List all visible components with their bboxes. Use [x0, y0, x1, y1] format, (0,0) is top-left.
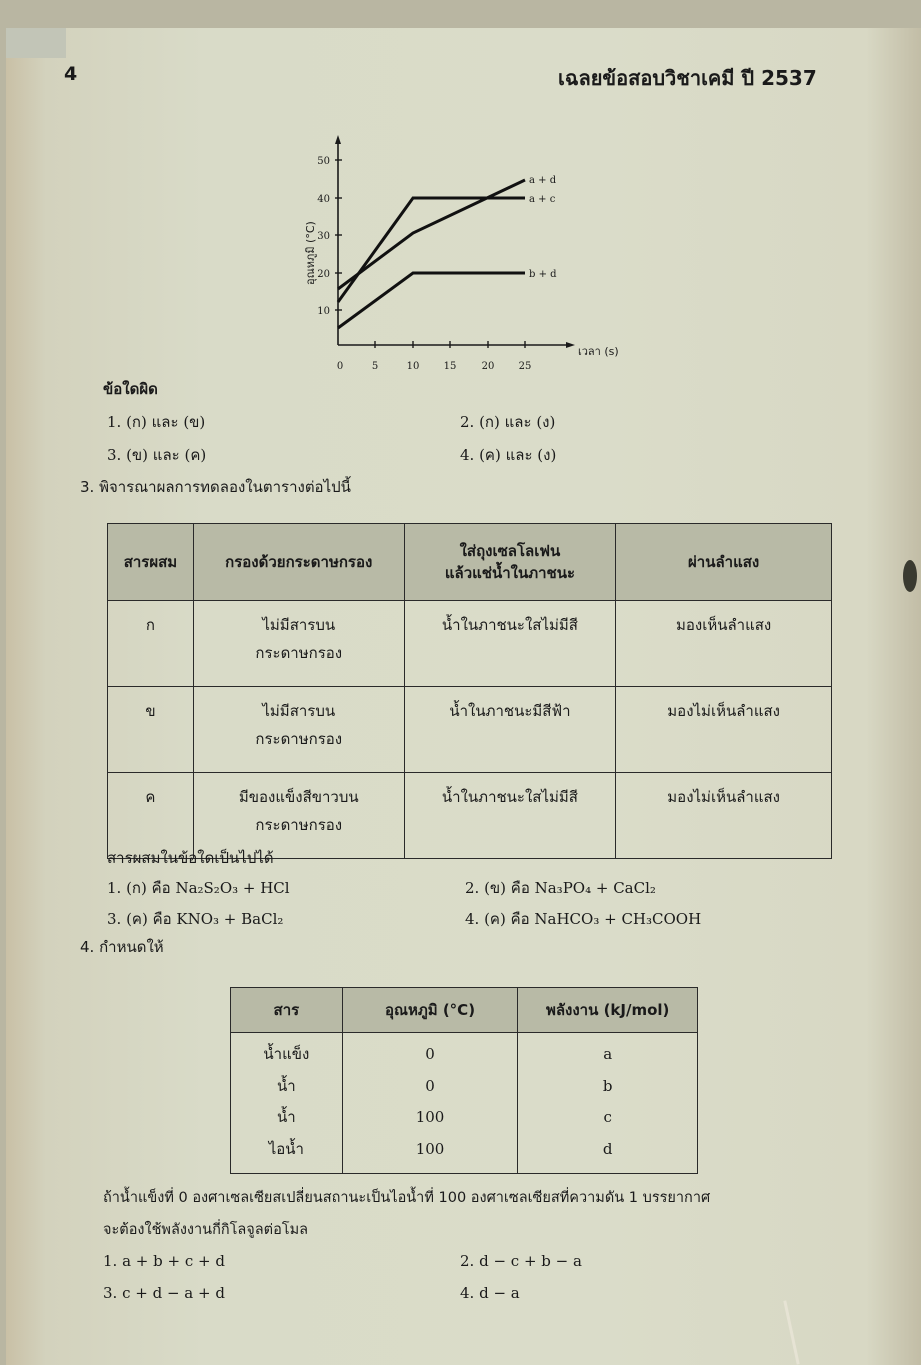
label-b-plus-d: b + d: [529, 269, 557, 280]
q3-prompt: สารผสมในข้อใดเป็นไปได้: [107, 849, 274, 867]
cell-mixture: ข: [108, 687, 194, 773]
x-axis-arrow-icon: [566, 342, 575, 348]
header-cellophane: [404, 524, 616, 601]
q2-option-3[interactable]: 3. (ข) และ (ค): [107, 446, 207, 464]
svg-text:30: 30: [317, 231, 330, 242]
svg-text:20: 20: [317, 269, 330, 280]
q2-option-2[interactable]: 2. (ก) และ (ง): [460, 413, 556, 431]
svg-text:15: 15: [443, 361, 457, 372]
binding-hole-mark: [903, 560, 917, 592]
temperature-column: 0 0 100 100: [342, 1033, 518, 1174]
header-filter-paper: กรองด้วยกระดาษกรอง: [193, 524, 404, 601]
svg-text:5: 5: [371, 361, 379, 372]
q3-option-1[interactable]: 1. (ก) คือ Na₂S₂O₃ + HCl: [107, 879, 290, 897]
header-mixture: สารผสม: [108, 524, 194, 601]
cell-light: มองไม่เห็นลำแสง: [616, 773, 832, 859]
cell-cellophane: น้ำในภาชนะมีสีฟ้า: [404, 687, 616, 773]
q4-energy-table: [230, 987, 698, 1174]
temperature-time-chart: [300, 135, 640, 375]
cell-cellophane: น้ำในภาชนะใสไม่มีสี: [404, 601, 616, 687]
cell-mixture: ค: [108, 773, 194, 859]
cell-mixture: ก: [108, 601, 194, 687]
cell-filter: ไม่มีสารบน กระดาษกรอง: [193, 601, 404, 687]
table-body-row: [231, 1033, 698, 1174]
svg-text:50: 50: [317, 156, 330, 167]
svg-text:20: 20: [481, 361, 495, 372]
table-header-row: [231, 988, 698, 1033]
label-a-plus-d: a + d: [529, 175, 557, 186]
q4-option-3[interactable]: 3. c + d − a + d: [103, 1284, 225, 1302]
page-number: 4: [64, 63, 78, 85]
x-tick-labels: [337, 361, 532, 372]
y-axis-arrow-icon: [335, 135, 341, 144]
line-chart-svg: [300, 135, 640, 375]
q2-option-4[interactable]: 4. (ค) และ (ง): [460, 446, 557, 464]
header-light-beam: ผ่านลำแสง: [616, 524, 832, 601]
q4-stem: 4. กำหนดให้: [80, 938, 164, 956]
table-header-row: [108, 524, 832, 601]
series-b-plus-d-line: [338, 273, 525, 328]
svg-text:40: 40: [317, 194, 330, 205]
q3-option-3[interactable]: 3. (ค) คือ KNO₃ + BaCl₂: [107, 910, 284, 928]
header-cellophane-line2: แล้วแช่น้ำในภาชนะ: [444, 564, 576, 582]
q4-option-2[interactable]: 2. d − c + b − a: [460, 1252, 582, 1270]
y-axis-label: อุณหภูมิ (°C): [304, 221, 317, 285]
svg-text:10: 10: [406, 361, 420, 372]
header-temperature: อุณหภูมิ (°C): [342, 988, 518, 1033]
cell-filter: ไม่มีสารบน กระดาษกรอง: [193, 687, 404, 773]
running-title: เฉลยข้อสอบวิชาเคมี ปี 2537: [558, 66, 817, 90]
table-row: [108, 687, 832, 773]
q4-question-line2: จะต้องใช้พลังงานกี่กิโลจูลต่อโมล: [103, 1222, 309, 1238]
cell-filter: มีของแข็งสีขาวบน กระดาษกรอง: [193, 773, 404, 859]
x-axis-label: เวลา (s): [578, 345, 619, 358]
series-a-plus-c-line: [338, 198, 525, 302]
svg-text:10: 10: [317, 306, 330, 317]
energy-column: a b c d: [518, 1033, 698, 1174]
substance-column: น้ำแข็ง น้ำ น้ำ ไอน้ำ: [231, 1033, 343, 1174]
q3-stem: 3. พิจารณาผลการทดลองในตารางต่อไปนี้: [80, 478, 351, 496]
svg-text:0: 0: [336, 361, 344, 372]
y-tick-labels: [317, 156, 330, 317]
cell-light: มองไม่เห็นลำแสง: [616, 687, 832, 773]
table-row: [108, 601, 832, 687]
q2-option-1[interactable]: 1. (ก) และ (ข): [107, 413, 206, 431]
page-corner-shadow: [6, 28, 66, 58]
header-cellophane-line1: ใส่ถุงเซลโลเฟน: [459, 541, 561, 560]
q4-question-line1: ถ้าน้ำแข็งที่ 0 องศาเซลเซียสเปลี่ยนสถานะเป็นไอน้ำที่ 100 องศาเซลเซียสที่ความดัน 1 บรรยากาศ: [103, 1190, 711, 1206]
cell-cellophane: น้ำในภาชนะใสไม่มีสี: [404, 773, 616, 859]
label-a-plus-c: a + c: [529, 194, 556, 205]
q3-option-2[interactable]: 2. (ข) คือ Na₃PO₄ + CaCl₂: [465, 879, 656, 897]
q2-prompt: ข้อใดผิด: [103, 380, 158, 398]
q4-option-4[interactable]: 4. d − a: [460, 1284, 520, 1302]
svg-text:25: 25: [518, 361, 532, 372]
q3-experiment-table: [107, 523, 832, 859]
q4-option-1[interactable]: 1. a + b + c + d: [103, 1252, 225, 1270]
series-labels: [529, 175, 557, 280]
cell-light: มองเห็นลำแสง: [616, 601, 832, 687]
header-energy: พลังงาน (kJ/mol): [518, 988, 698, 1033]
header-substance: สาร: [231, 988, 343, 1033]
q3-option-4[interactable]: 4. (ค) คือ NaHCO₃ + CH₃COOH: [465, 910, 702, 928]
